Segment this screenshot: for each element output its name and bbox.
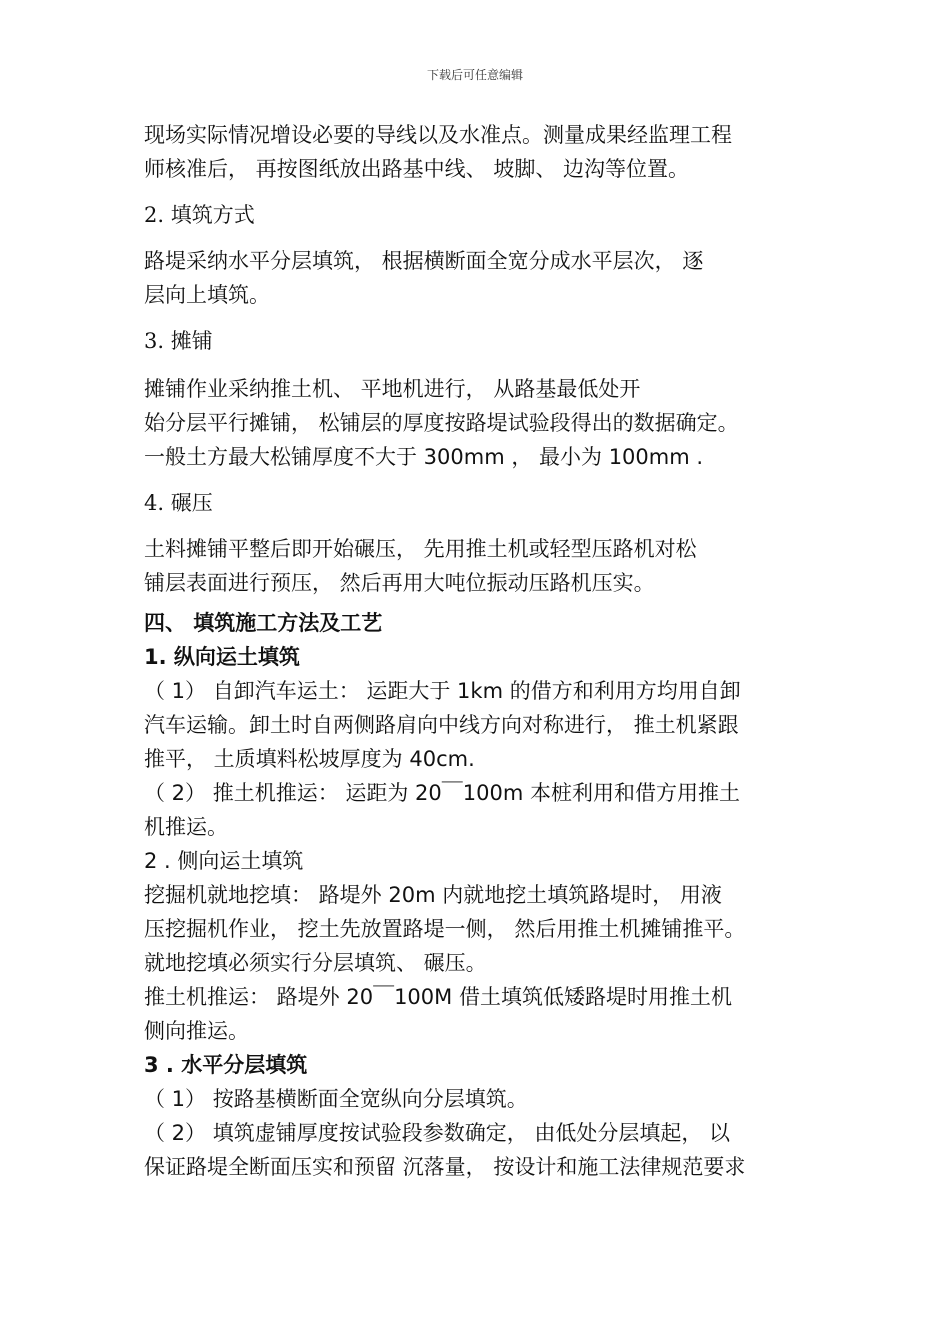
paragraph-line: 师核准后， 再按图纸放出路基中线、 坡脚、 边沟等位置。: [144, 157, 690, 181]
paragraph-line: 路堤采纳水平分层填筑， 根据横断面全宽分成水平层次， 逐: [144, 249, 704, 273]
paragraph-line: 一般土方最大松铺厚度不大于 300mm ， 最小为 100mm .: [144, 445, 704, 469]
subsection-heading-2: 2 . 侧向运土填筑: [144, 849, 304, 873]
paragraph-line: 始分层平行摊铺， 松铺层的厚度按路堤试验段得出的数据确定。: [144, 411, 739, 435]
section-heading-4: 四、 填筑施工方法及工艺: [144, 611, 383, 635]
subheading-spreading: 3. 摊铺: [144, 329, 213, 353]
paragraph-line: 保证路堤全断面压实和预留 沉落量， 按设计和施工法律规范要求: [144, 1155, 746, 1179]
subsection-heading-1: 1. 纵向运土填筑: [144, 645, 300, 669]
paragraph-line: 现场实际情况增设必要的导线以及水准点。测量成果经监理工程: [144, 123, 732, 147]
paragraph-line: 就地挖填必须实行分层填筑、 碾压。: [144, 951, 487, 975]
paragraph-line: 摊铺作业采纳推土机、 平地机进行， 从路基最低处开: [144, 377, 641, 401]
paragraph-line: 铺层表面进行预压， 然后再用大吨位振动压路机压实。: [144, 571, 655, 595]
paragraph-line: 推土机推运： 路堤外 20￣100M 借土填筑低矮路堤时用推土机: [144, 985, 732, 1009]
document-body: [144, 118, 808, 1184]
paragraph-line: 压挖掘机作业， 挖土先放置路堤一侧， 然后用推土机摊铺推平。: [144, 917, 746, 941]
page-header: 下载后可任意编辑: [426, 68, 523, 82]
subheading-filling-method: 2. 填筑方式: [144, 203, 255, 227]
paragraph-line: 挖掘机就地挖填： 路堤外 20m 内就地挖土填筑路堤时， 用液: [144, 883, 722, 907]
paragraph-line: （ 2） 推土机推运： 运距为 20￣100m 本桩利用和借方用推土: [144, 781, 740, 805]
subsection-heading-3: 3 . 水平分层填筑: [144, 1053, 308, 1077]
paragraph-line: 层向上填筑。: [144, 283, 270, 307]
paragraph-line: （ 1） 自卸汽车运土： 运距大于 1km 的借方和利用方均用自卸: [144, 679, 741, 703]
subheading-compaction: 4. 碾压: [144, 491, 213, 515]
paragraph-line: 侧向推运。: [144, 1019, 249, 1043]
paragraph-line: （ 1） 按路基横断面全宽纵向分层填筑。: [144, 1087, 528, 1111]
paragraph-line: 推平， 土质填料松坡厚度为 40cm.: [144, 747, 475, 771]
paragraph-line: （ 2） 填筑虚铺厚度按试验段参数确定， 由低处分层填起， 以: [144, 1121, 731, 1145]
paragraph-line: 土料摊铺平整后即开始碾压， 先用推土机或轻型压路机对松: [144, 537, 697, 561]
paragraph-line: 机推运。: [144, 815, 228, 839]
paragraph-line: 汽车运输。卸土时自两侧路肩向中线方向对称进行， 推土机紧跟: [144, 713, 739, 737]
